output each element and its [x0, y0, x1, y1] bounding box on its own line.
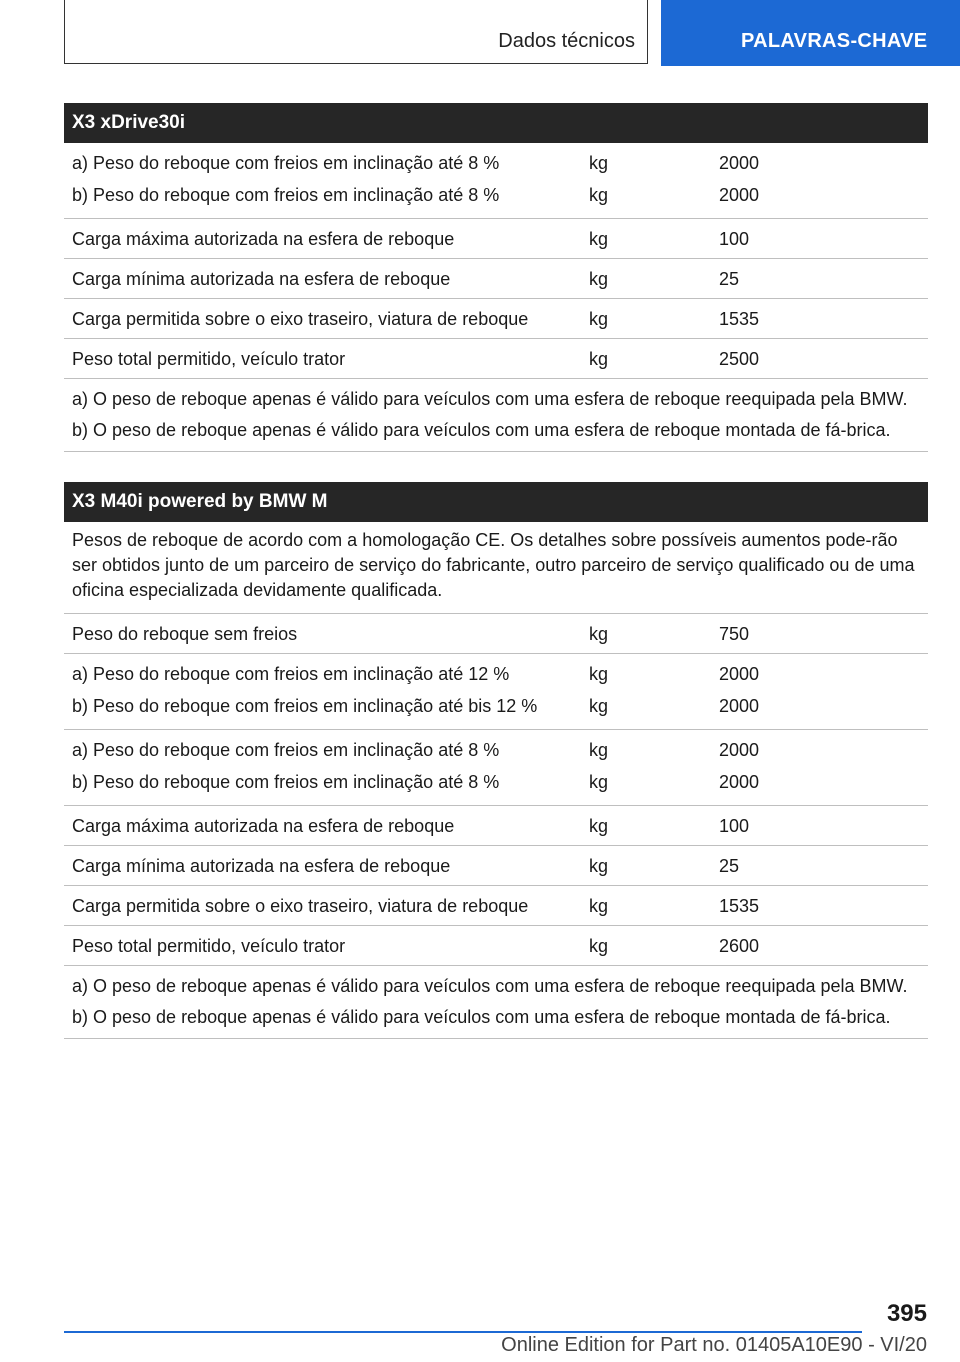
row-label: Carga mínima autorizada na esfera de reboque: [72, 269, 451, 289]
page-number: 395: [886, 1300, 927, 1327]
row-value: 2600: [719, 936, 760, 956]
row-label: Carga permitida sobre o eixo traseiro, viatura de reboque: [72, 896, 529, 916]
row-label: Peso total permitido, veículo trator: [72, 349, 346, 369]
keywords-tab-label: PALAVRAS-CHAVE: [741, 30, 928, 52]
row-value: 2000: [719, 153, 760, 173]
row-value: 2000: [719, 664, 760, 684]
page-header: [0, 0, 960, 66]
row-value: 2000: [719, 696, 760, 716]
table-row: [64, 846, 928, 886]
table-row: [64, 654, 928, 730]
row-label: Peso do reboque sem freios: [72, 624, 298, 644]
table-row: [64, 339, 928, 379]
row-label: Carga máxima autorizada na esfera de reboque: [72, 816, 455, 836]
row-value: 1535: [719, 309, 760, 329]
table-row: [64, 614, 928, 654]
table-row: [64, 926, 928, 966]
table-row: [64, 259, 928, 299]
page-footer: [0, 1290, 960, 1362]
table-row: [64, 143, 928, 219]
keywords-tab[interactable]: [661, 0, 960, 66]
row-label: Carga máxima autorizada na esfera de reboque: [72, 229, 455, 249]
row-value: 25: [719, 269, 740, 289]
row-unit: kg: [589, 816, 609, 836]
row-unit: kg: [589, 696, 609, 716]
row-unit: kg: [589, 896, 609, 916]
table-row: [64, 886, 928, 926]
table-row: [64, 806, 928, 846]
row-value: 100: [719, 229, 750, 249]
edition-info: Online Edition for Part no. 01405A10E90 - VI/20: [501, 1334, 927, 1356]
footnotes: [64, 966, 928, 1039]
footnotes: [64, 379, 928, 452]
row-label: b) Peso do reboque com freios em inclinação até bis 12 %: [72, 696, 538, 716]
section-title: X3 M40i powered by BMW M: [64, 482, 928, 522]
row-unit: kg: [589, 936, 609, 956]
row-value: 100: [719, 816, 750, 836]
row-unit: kg: [589, 269, 609, 289]
row-unit: kg: [589, 349, 609, 369]
row-label: a) Peso do reboque com freios em inclinação até 8 %: [72, 740, 500, 760]
row-value: 2000: [719, 740, 760, 760]
table-row: [64, 219, 928, 259]
footnote-b: b) O peso de reboque apenas é válido para veículos com uma esfera de reboque montada de fá-brica.: [72, 420, 891, 440]
row-value: 2500: [719, 349, 760, 369]
section-title: X3 xDrive30i: [64, 103, 928, 143]
chapter-title: Dados técnicos: [498, 30, 635, 52]
row-label: b) Peso do reboque com freios em inclinação até 8 %: [72, 772, 500, 792]
row-unit: kg: [589, 740, 609, 760]
row-unit: kg: [589, 664, 609, 684]
row-unit: kg: [589, 185, 609, 205]
row-label: Carga mínima autorizada na esfera de reboque: [72, 856, 451, 876]
footnote-a: a) O peso de reboque apenas é válido para veículos com uma esfera de reboque reequipada pela BMW.: [72, 389, 908, 409]
row-label: b) Peso do reboque com freios em inclinação até 8 %: [72, 185, 500, 205]
row-unit: kg: [589, 229, 609, 249]
row-value: 2000: [719, 772, 760, 792]
row-label: a) Peso do reboque com freios em inclinação até 12 %: [72, 664, 510, 684]
row-unit: kg: [589, 856, 609, 876]
row-label: Peso total permitido, veículo trator: [72, 936, 346, 956]
row-label: a) Peso do reboque com freios em inclinação até 8 %: [72, 153, 500, 173]
row-value: 2000: [719, 185, 760, 205]
table-row: [64, 730, 928, 806]
row-unit: kg: [589, 624, 609, 644]
row-label: Carga permitida sobre o eixo traseiro, viatura de reboque: [72, 309, 529, 329]
row-unit: kg: [589, 153, 609, 173]
content: [64, 103, 928, 1039]
footer-rule: [64, 1331, 862, 1333]
section-intro: Pesos de reboque de acordo com a homologação CE. Os detalhes sobre possíveis aumentos pode-rão ser obtidos junto de um parceiro de serviço do fabricante, outro parceiro de serviço qualificado ou de uma oficina especializada devidamente qualificada.: [64, 522, 928, 614]
table-row: [64, 299, 928, 339]
row-unit: kg: [589, 309, 609, 329]
row-unit: kg: [589, 772, 609, 792]
header-title-box: [64, 0, 648, 64]
row-value: 750: [719, 624, 750, 644]
row-value: 25: [719, 856, 740, 876]
footnote-a: a) O peso de reboque apenas é válido para veículos com uma esfera de reboque reequipada pela BMW.: [72, 976, 908, 996]
footnote-b: b) O peso de reboque apenas é válido para veículos com uma esfera de reboque montada de fá-brica.: [72, 1007, 891, 1027]
row-value: 1535: [719, 896, 760, 916]
